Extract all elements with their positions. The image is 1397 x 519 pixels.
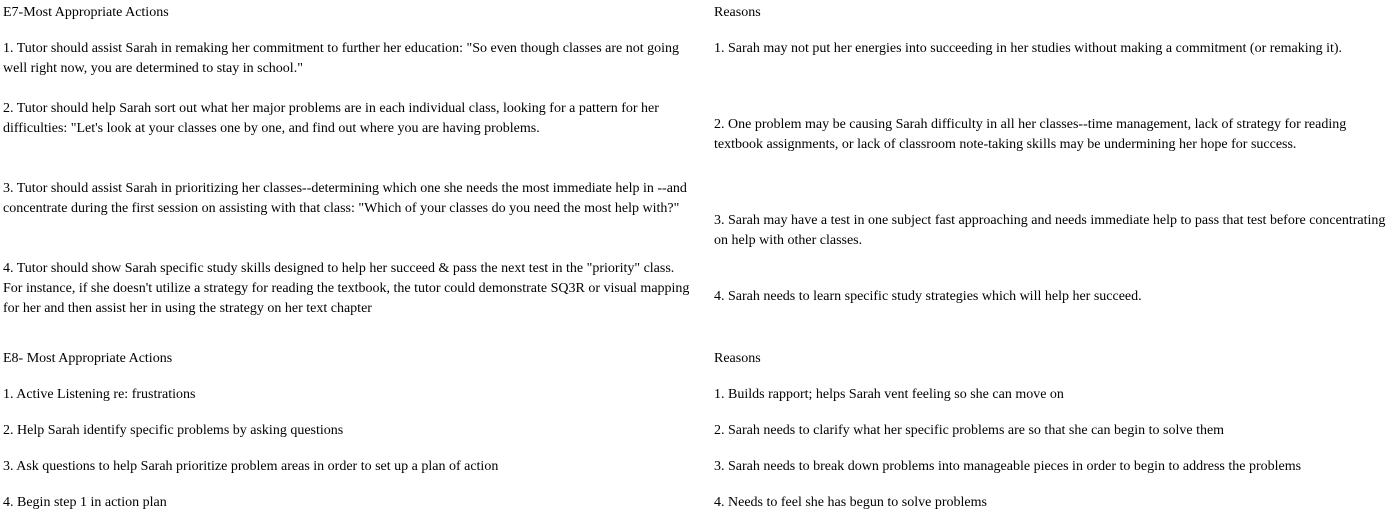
e8-reason-2: 2. Sarah needs to clarify what her specific problems are so that she can begin to solve them (714, 423, 1225, 438)
e7-action-3: 3. Tutor should assist Sarah in prioritizing her classes--determining which one she needs the most immediate help in --and concentrate during the first session on assisting with that class: "Which of your classes do you need the most help with?" (3, 181, 687, 216)
e8-reasons-heading: Reasons (714, 351, 761, 366)
e7-actions-heading: E7-Most Appropriate Actions (3, 5, 169, 20)
e7-action-2: 2. Tutor should help Sarah sort out what her major problems are in each individual class, looking for a pattern for her difficulties: "Let's look at your classes one by one, and find out where you are having problems. (3, 101, 659, 136)
e7-reasons-heading: Reasons (714, 5, 761, 20)
e8-reason-1: 1. Builds rapport; helps Sarah vent feeling so she can move on (714, 387, 1064, 402)
e8-action-3: 3. Ask questions to help Sarah prioritize problem areas in order to set up a plan of action (3, 459, 499, 474)
e8-action-4: 4. Begin step 1 in action plan (3, 495, 167, 510)
e8-action-1: 1. Active Listening re: frustrations (3, 387, 196, 402)
e7-reason-2: 2. One problem may be causing Sarah difficulty in all her classes--time management, lack of strategy for reading textbook assignments, or lack of classroom note-taking skills may be undermining her hope for success. (714, 117, 1347, 152)
e7-action-1: 1. Tutor should assist Sarah in remaking her commitment to further her education: "So even though classes are not going well right now, you are determined to stay in school." (3, 41, 680, 76)
e7-reason-3: 3. Sarah may have a test in one subject fast approaching and needs immediate help to pass that test before concentrating on help with other classes. (714, 213, 1386, 248)
e8-reason-4: 4. Needs to feel she has begun to solve problems (714, 495, 987, 510)
e8-actions-heading: E8- Most Appropriate Actions (3, 351, 173, 366)
e7-reason-1: 1. Sarah may not put her energies into succeeding in her studies without making a commitment (or remaking it). (714, 41, 1343, 56)
e7-action-4: 4. Tutor should show Sarah specific study skills designed to help her succeed & pass the next test in the "priority" class. For instance, if she doesn't utilize a strategy for reading the textbook, the tutor could demonstrate SQ3R or visual mapping for her and then assist her in using the strategy on her text chapter (3, 261, 690, 316)
e7-reason-4: 4. Sarah needs to learn specific study strategies which will help her succeed. (714, 289, 1142, 304)
e8-reason-3: 3. Sarah needs to break down problems into manageable pieces in order to begin to address the problems (714, 459, 1302, 474)
e8-action-2: 2. Help Sarah identify specific problems by asking questions (3, 423, 344, 438)
